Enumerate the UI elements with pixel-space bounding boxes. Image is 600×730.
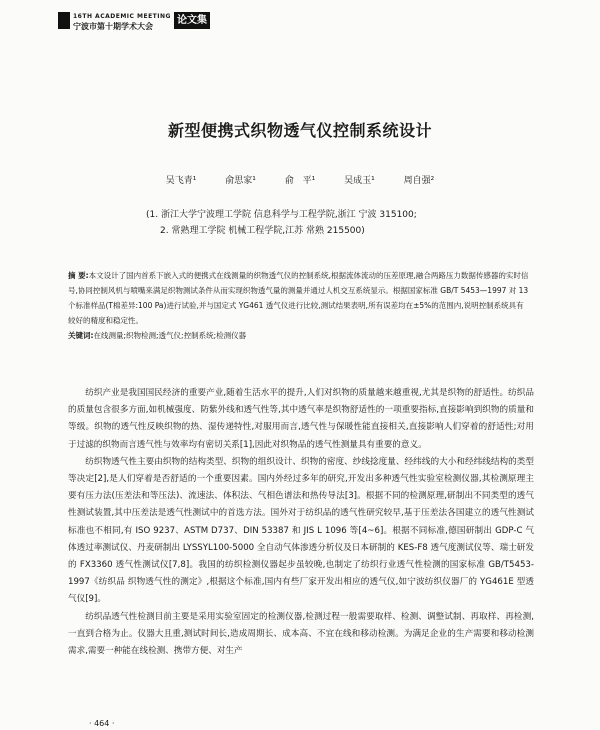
header-english: 16TH ACADEMIC MEETING — [73, 13, 171, 20]
conference-logo-icon — [58, 12, 70, 29]
keywords-label: 关键词: — [68, 331, 94, 340]
conference-header — [58, 12, 210, 32]
header-chinese: 宁波市第十期学术大会 — [73, 22, 153, 31]
author-list — [0, 173, 600, 186]
author: 吴成玉¹ — [344, 176, 375, 186]
page-number: · 464 · — [89, 719, 115, 728]
abstract — [68, 268, 530, 343]
paragraph: 纺织品透气性检测目前主要是采用实验室固定的检测仪器,检测过程一般需要取样、检测、调整试制、再取样、再检测,一直到合格为止。仪器大且重,测试时间长,造成周期长、成本高、不宜在线和移动检测。为满足企业的生产需要和移动检测需求,需要一种能在线检测、携带方便、对生产 — [68, 611, 534, 657]
affiliations — [146, 207, 417, 239]
keywords-text: 在线测量;织物检测;透气仪;控制系统;检测仪器 — [93, 331, 247, 340]
author: 俞 平¹ — [284, 176, 316, 186]
abstract-label: 摘 要: — [68, 271, 89, 280]
author: 俞思家¹ — [225, 176, 256, 186]
abstract-text: 本文设计了国内首系下嵌入式的便携式在线测量的织物透气仪的控制系统,根据流体流动的压差原理,融合两路压力数据传感器的实时信号,协同控制风机与喷嘴来满足织物测试条件从而实现织物透气量的测量并通过人机交互系统显示。根据国家标准 GB/T 5453—1997 对 13 个标准样品(T棉差异:100 Pa)进行试验,并与国定式 YG461 透气仪进行比较,测试结果表明,所有误差均在±5%的范围内,说明控制系统具有较好的精度和稳定性。 — [68, 271, 529, 325]
author: 周自强² — [403, 176, 435, 186]
paper-title: 新型便携式织物透气仪控制系统设计 — [167, 121, 432, 140]
paragraph: 纺织产业是我国国民经济的重要产业,随着生活水平的提升,人们对织物的质量越来越重视,尤其是织物的舒适性。纺织品的质量包含很多方面,如机械强度、防紫外线和透气性等,其中透气率是织物舒适性的一项重要指标,直接影响到织物的质量和等级。织物的透气性反映织物的热、湿传递特性,对服用而言,透气性与保暖性能直接相关,直接影响人们穿着的舒适性;对用于过滤的织物而言透气性与效率均有密切关系[1],因此对织物品的透气性测量具有重要的意义。 — [68, 388, 534, 450]
affiliation-line: 2. 常熟理工学院 机械工程学院,江苏 常熟 215500) — [160, 226, 365, 236]
author: 吴飞青¹ — [165, 176, 197, 186]
proceedings-badge: 论文集 — [174, 12, 210, 29]
body-text — [68, 385, 534, 660]
paragraph: 纺织物透气性主要由织物的结构类型、织物的组织设计、织物的密度、纱线捻度量、经纬线的大小和经纬线结构的类型等决定[2],是人们穿着是否舒适的一个重要因素。国内外经过多年的研究,开发出多种透气性实验室检测仪器,其检测原理主要有压力法(压差法和等压法)、流速法、体积法、气相色谱法和热传导法[3]。根据不同的检测原理,研制出不同类型的透气性测试装置,其中压差法是透气性测试中的首选方法。国外对于纺织品的透气性研究较早,基于压差法各国建立的透气性测试标准也不相同,有 ISO 9237、ASTM D737、DIN 53387 和 JIS L 1096 等[4~6]。根据不同标准,德国研制出 GDP-C 气体透过率测试仪、丹麦研制出 LYSSYL100-5000 全自动气体渗透分析仪及日本研制的 KES-F8 透气度测试仪等、瑞士研发的 FX3360 透气性测试仪[7,8]。我国的纺织检测仪器起步虽较晚,也制定了纺织行业透气性检测的国家标准 GB/T5453-1997《纺织品 织物透气性的测定》,根据这个标准,国内有些厂家开发出相应的透气仪,如宁波纺织仪器厂的 YG461E 型透气仪[9]。 — [68, 456, 534, 605]
affiliation-line: (1. 浙江大学宁波理工学院 信息科学与工程学院,浙江 宁波 315100; — [146, 210, 417, 220]
